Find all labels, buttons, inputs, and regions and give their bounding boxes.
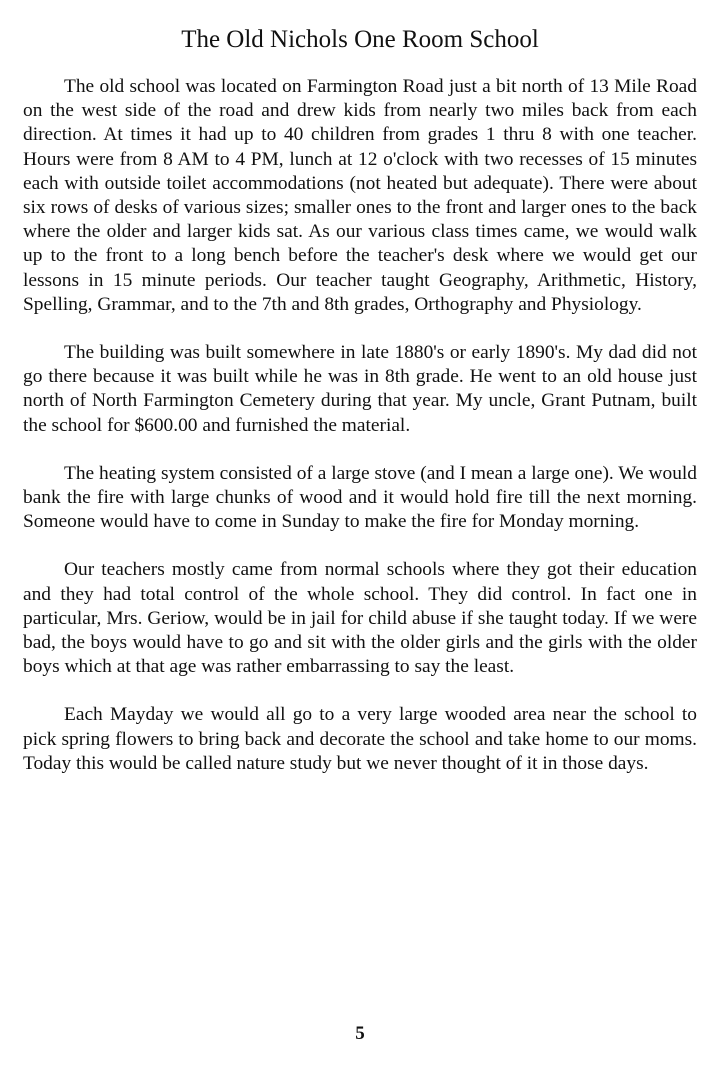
- paragraph-mayday: Each Mayday we would all go to a very large wooded area near the school to pick spring flowers to bring back and decorate the school and take home to our moms. Today this would be called nature study but we never thought of it in those days.: [23, 704, 697, 774]
- page-number: 5: [355, 1023, 365, 1044]
- paragraph-teachers: Our teachers mostly came from normal schools where they got their education and they had total control of the whole school. They did control. In fact one in particular, Mrs. Geriow, would be in jail for child abuse if she taught today. If we were bad, the boys would have to go and sit with the older girls and the girls with the older boys which at that age was rather embarrassing to say the least.: [23, 559, 697, 678]
- paragraph-location: The old school was located on Farmington Road just a bit north of 13 Mile Road on the west side of the road and drew kids from nearly two miles back from each direction. At times it had up to 40 children from grades 1 thru 8 with one teacher. Hours were from 8 AM to 4 PM, lunch at 12 o'clock with two recesses of 15 minutes each with outside toilet accommodations (not heated but adequate). There were about six rows of desks of various sizes; smaller ones to the front and larger ones to the back where the older and larger kids sat. As our various class times came, we would walk up to the front to a long bench before the teacher's desk where we would get our lessons in 15 minute periods. Our teacher taught Geography, Arithmetic, History, Spelling, Grammar, and to the 7th and 8th grades, Orthography and Physiology.: [23, 76, 697, 315]
- paragraph-building: The building was built somewhere in late 1880's or early 1890's. My dad did not go there because it was built while he was in 8th grade. He went to an old house just north of North Farmington Cemetery during that year. My uncle, Grant Putnam, built the school for $600.00 and furnished the material.: [23, 342, 697, 436]
- document-title: The Old Nichols One Room School: [181, 26, 539, 53]
- paragraph-heating: The heating system consisted of a large stove (and I mean a large one). We would bank the fire with large chunks of wood and it would hold fire till the next morning. Someone would have to come in Sunday to make the fire for Monday morning.: [23, 462, 697, 533]
